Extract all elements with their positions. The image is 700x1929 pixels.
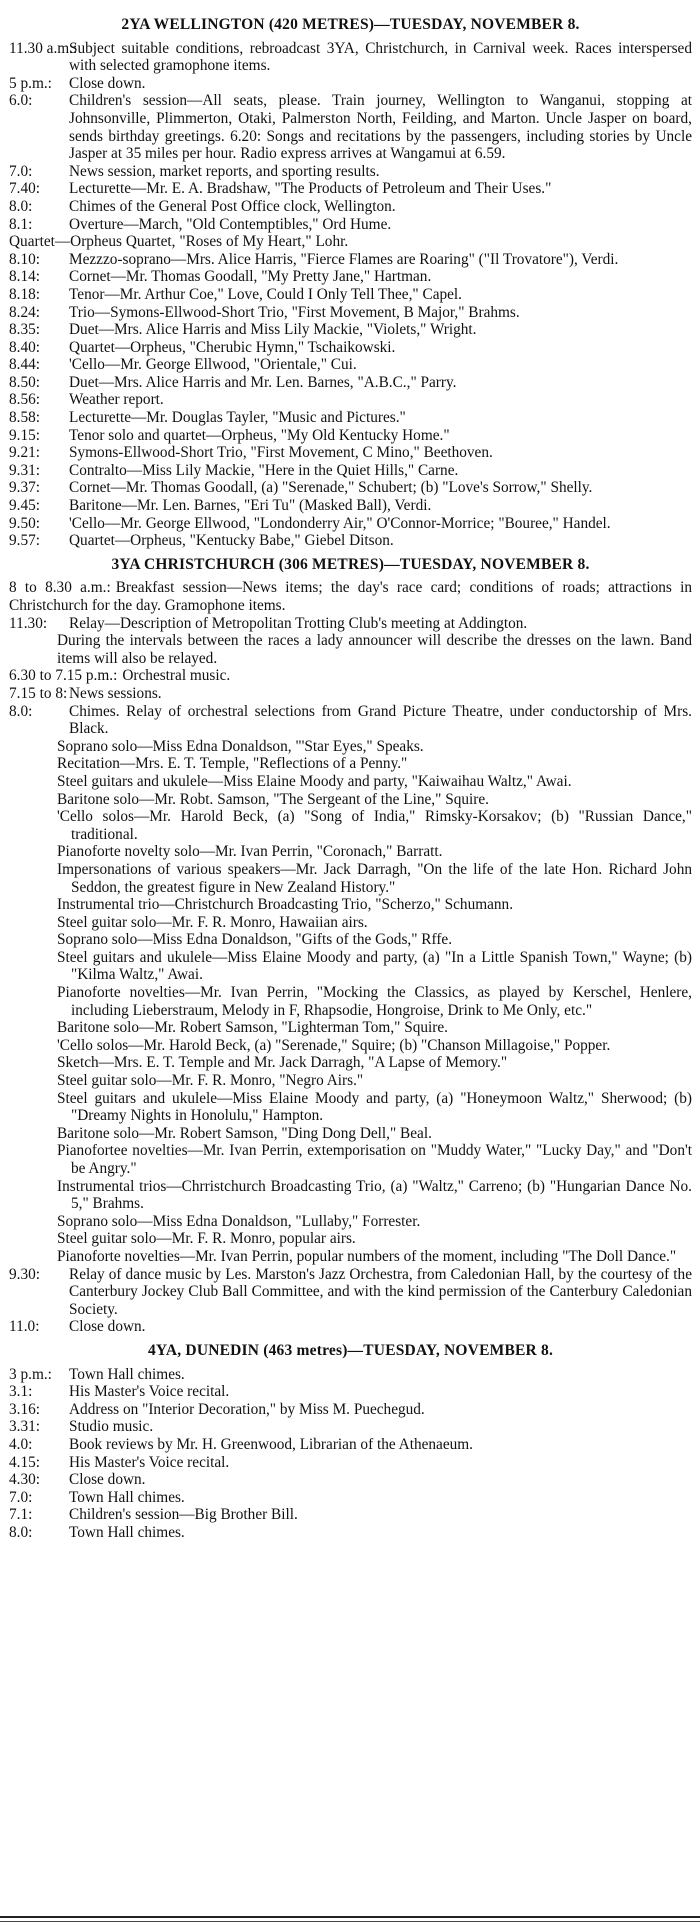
program-description: Breakfast session—News items; the day's race card; conditions of roads; attractions in Christchurch for the day. Gramophone items. [9,579,692,614]
evening-program-item: Baritone solo—Mr. Robt. Samson, "The Sergeant of the Line," Squire. [57,790,489,808]
program-description: Tenor solo and quartet—Orpheus, "My Old Kentucky Home." [69,426,450,444]
program-description: Weather report. [69,391,164,409]
program-description: Overture—March, "Old Contemptibles," Ord Hume. [69,215,392,233]
program-description: Quartet—Orpheus Quartet, "Roses of My Heart," Lohr. [9,233,349,251]
program-entry [9,1454,692,1472]
section-3ya-christchurch [9,556,692,1336]
program-time: 9.37: [9,479,41,497]
program-description: Duet—Mrs. Alice Harris and Miss Lily Mackie, "Violets," Wright. [69,321,477,339]
evening-program-item: Impersonations of various speakers—Mr. Jack Darragh, "On the life of the late Hon. Richard John Seddon, the greatest figure in New Zealand History." [57,860,692,896]
program-description: Relay—Description of Metropolitan Trotting Club's meeting at Addington. [69,614,528,632]
program-description: Contralto—Miss Lily Mackie, "Here in the Quiet Hills," Carne. [69,461,459,479]
program-time: 6.30 to 7.15 p.m.: [9,667,118,685]
program-description: Chimes. Relay of orchestral selections from Grand Picture Theatre, under conductorship of Mrs. Black. [69,702,692,738]
program-time: 3.31: [9,1418,41,1436]
evening-program-item: Baritone solo—Mr. Robert Samson, "Lighterman Tom," Squire. [57,1019,448,1037]
program-time: 9.15: [9,426,41,444]
program-entry [9,515,692,533]
program-description: Close down. [69,1471,146,1489]
section-4ya-dunedin [9,1342,692,1542]
program-description: Town Hall chimes. [69,1365,185,1383]
program-description: Town Hall chimes. [69,1488,185,1506]
program-entry [9,391,692,409]
evening-program-item: Pianoforte novelties—Mr. Ivan Perrin, "Mocking the Classics, as played by Kerschel, Henlere, including Lieberstraum, Melody in F, Rhapsodie, Hongroise, Drink to Me Only, etc." [57,984,692,1019]
program-time: 8.14: [9,268,41,286]
evening-program-item: 'Cello solos—Mr. Harold Beck, (a) "Serenade," Squire; (b) "Chanson Millagoise," Popper. [57,1036,611,1054]
program-description: Tenor—Mr. Arthur Coe," Love, Could I Only Tell Thee," Capel. [69,285,462,303]
program-list [9,40,692,550]
program-description: Children's session—Big Brother Bill. [69,1506,298,1524]
evening-program-item: Pianoforte novelty solo—Mr. Ivan Perrin, "Coronach," Barratt. [57,843,443,861]
evening-program-item: Soprano solo—Miss Edna Donaldson, "Lullaby," Forrester. [57,1212,421,1230]
program-entry [9,685,692,703]
program-time: 4.0: [9,1435,33,1453]
evening-program-item: Steel guitars and ukulele—Miss Elaine Moody and party, "Kaiwaihau Waltz," Awai. [57,772,572,790]
evening-program-item: Steel guitar solo—Mr. F. R. Monro, Hawaiian airs. [57,913,368,931]
program-time: 3.16: [9,1400,41,1418]
program-time: 3.1: [9,1383,33,1401]
program-time: 7.0: [9,1488,33,1506]
evening-program-item: Steel guitars and ukulele—Miss Elaine Moody and party, (a) "Honeymoon Waltz," Sherwood; (b) "Dreamy Nights in Honolulu," Hampton. [57,1089,692,1125]
program-entry [9,1383,692,1401]
program-description: Lecturette—Mr. Douglas Tayler, "Music and Pictures." [69,409,406,427]
program-entry [9,479,692,497]
program-time: 9.50: [9,514,41,532]
program-description: 'Cello—Mr. George Ellwood, "Londonderry Air," O'Connor-Morrice; "Bouree," Handel. [69,514,611,532]
program-entry [9,1401,692,1419]
program-entry [9,374,692,392]
program-entry [9,180,692,198]
bottom-rule-thin [0,1921,700,1922]
program-entry [9,233,692,251]
program-description: Children's session—All seats, please. Train journey, Wellington to Wanganui, stopping at Johnsonville, Plimmerton, Otaki, Palmerston North, Feilding, and Marton. Uncle Jasper on board, sends birthday greetings. 6.20: Songs and recitations by the passengers, including stories by Uncle Jasper at 35 miles per hour. Radio express arrives at Wangamui at 6.59. [69,92,692,163]
program-description: News session, market reports, and sporting results. [69,162,380,180]
program-description: News sessions. [69,684,162,702]
program-time: 9.30: [9,1265,41,1283]
evening-program-item: Recitation—Mrs. E. T. Temple, "Reflections of a Penny." [57,755,408,773]
program-time: 8.58: [9,409,41,427]
program-entry [9,198,692,216]
program-time: 8.44: [9,356,41,374]
program-description: 'Cello—Mr. George Ellwood, "Orientale," Cui. [69,356,357,374]
evening-program-item: Baritone solo—Mr. Robert Samson, "Ding Dong Dell," Beal. [57,1124,432,1142]
program-description: Quartet—Orpheus, "Cherubic Hymn," Tschaikowski. [69,338,396,356]
program-description: Baritone—Mr. Len. Barnes, "Eri Tu" (Masked Ball), Verdi. [69,497,432,515]
program-time: 9.57: [9,532,41,550]
section-2ya-wellington [9,16,692,550]
program-time: 3 p.m.: [9,1365,52,1383]
program-note: During the intervals between the races a lady announcer will describe the dresses on the lawn. Band items will also be relayed. [57,632,692,667]
program-description: Town Hall chimes. [69,1523,185,1541]
program-description: His Master's Voice recital. [69,1453,230,1471]
section-heading: 3YA CHRISTCHURCH (306 METRES)—TUESDAY, NOVEMBER 8. [111,555,590,573]
program-entry [9,703,692,738]
program-entry [9,92,692,162]
program-entry [9,1471,692,1489]
program-time: 7.40: [9,180,41,198]
program-entry [9,339,692,357]
program-time: 4.15: [9,1453,41,1471]
program-description: Subject suitable conditions, rebroadcast 3YA, Christchurch, in Carnival week. Races interspersed with selected gramophone items. [69,39,692,75]
program-entry [9,1318,692,1336]
evening-program-item: Instrumental trios—Chrristchurch Broadcasting Trio, (a) "Waltz," Carreno; (b) "Hungarian Dance No. 5," Brahms. [57,1177,692,1213]
evening-program-item: Sketch—Mrs. E. T. Temple and Mr. Jack Darragh, "A Lapse of Memory." [57,1054,508,1072]
program-time: 8.0: [9,702,33,720]
program-description: Orchestral music. [122,667,231,685]
evening-program-item: Steel guitar solo—Mr. F. R. Monro, "Negro Airs." [57,1072,364,1090]
program-entry [9,444,692,462]
program-entry [9,163,692,181]
program-description: His Master's Voice recital. [69,1383,230,1401]
program-entry [9,75,692,93]
program-time: 8.24: [9,303,41,321]
program-entry [9,1418,692,1436]
program-time: 9.21: [9,444,41,462]
program-time: 8.10: [9,250,41,268]
program-description: Quartet—Orpheus, "Kentucky Babe," Giebel Ditson. [69,532,394,550]
program-entry [9,251,692,269]
program-time: 8.50: [9,373,41,391]
evening-program-item: Pianoforte novelties—Mr. Ivan Perrin, popular numbers of the moment, including "The Doll Dance." [57,1247,677,1265]
program-time: 8.40: [9,338,41,356]
section-heading: 2YA WELLINGTON (420 METRES)—TUESDAY, NOVEMBER 8. [121,16,580,33]
program-time: 11.0: [9,1318,40,1336]
evening-program-item: Pianofortee novelties—Mr. Ivan Perrin, extemporisation on "Muddy Water," "Lucky Day," and "Don't be Angry." [57,1142,692,1177]
program-entry [9,667,692,685]
evening-program-sublist [9,738,692,1266]
evening-program-item: Soprano solo—Miss Edna Donaldson, "'Star Eyes," Speaks. [57,737,424,755]
program-entry [9,216,692,234]
program-time: 5 p.m.: [9,74,52,92]
program-time: 8.18: [9,285,41,303]
evening-program-item: 'Cello solos—Mr. Harold Beck, (a) "Song of India," Rimsky-Korsakov; (b) "Russian Dance," traditional. [57,808,692,843]
program-time: 4.30: [9,1471,41,1489]
program-time: 8.0: [9,1523,33,1541]
program-time: 8 to 8.30 a.m.: [9,579,111,597]
program-entry [9,615,692,633]
program-time: 11.30 a.m.: [9,39,78,57]
program-entry [9,1506,692,1524]
program-time: 8.1: [9,215,33,233]
program-description: Duet—Mrs. Alice Harris and Mr. Len. Barnes, "A.B.C.," Parry. [69,373,457,391]
late-program-list [9,1266,692,1336]
program-description: Close down. [69,1318,146,1336]
program-description: Address on "Interior Decoration," by Miss M. Puechegud. [69,1400,425,1418]
program-entry [9,356,692,374]
program-description: Mezzzo-soprano—Mrs. Alice Harris, "Fierce Flames are Roaring" ("Il Trovatore"), Verdi. [69,250,619,268]
program-entry [9,321,692,339]
program-description: Chimes of the General Post Office clock, Wellington. [69,197,396,215]
program-entry [9,304,692,322]
program-entry [9,286,692,304]
program-list [9,1366,692,1542]
program-entry [9,40,692,75]
section-heading: 4YA, DUNEDIN (463 metres)—TUESDAY, NOVEMBER 8. [147,1341,554,1359]
program-entry [9,268,692,286]
program-time: 6.0: [9,92,33,110]
program-time: 11.30: [9,614,48,632]
program-description: Trio—Symons-Ellwood-Short Trio, "First Movement, B Major," Brahms. [69,303,520,321]
program-entry [9,497,692,515]
program-time: 7.15 to 8: [9,684,68,702]
program-list [9,579,692,737]
program-description: Close down. [69,74,146,92]
program-description: Lecturette—Mr. E. A. Bradshaw, "The Products of Petroleum and Their Uses." [69,180,552,198]
program-time: 8.35: [9,321,41,339]
program-entry [9,579,692,614]
program-description: Cornet—Mr. Thomas Goodall, (a) "Serenade," Schubert; (b) "Love's Sorrow," Shelly. [69,479,593,497]
evening-program-item: Instrumental trio—Christchurch Broadcasting Trio, "Scherzo," Schumann. [57,896,514,914]
program-description: Studio music. [69,1418,154,1436]
bottom-rule-thick [0,1916,700,1918]
program-time: 8.0: [9,197,33,215]
program-description: Symons-Ellwood-Short Trio, "First Movement, C Mino," Beethoven. [69,444,493,462]
program-entry [9,1266,692,1319]
program-description: Relay of dance music by Les. Marston's Jazz Orchestra, from Caledonian Hall, by the courtesy of the Canterbury Jockey Club Ball Committee, and with the kind permission of the Canterbury Caledonian Society. [69,1265,692,1318]
program-time: 7.0: [9,162,33,180]
program-entry [9,532,692,550]
program-entry [9,1366,692,1384]
program-description: Cornet—Mr. Thomas Goodall, "My Pretty Jane," Hartman. [69,268,432,286]
program-description: Book reviews by Mr. H. Greenwood, Librarian of the Athenaeum. [69,1435,473,1453]
evening-program-item: Soprano solo—Miss Edna Donaldson, "Gifts of the Gods," Rffe. [57,931,453,949]
evening-program-item: Steel guitars and ukulele—Miss Elaine Moody and party, (a) "In a Little Spanish Town," Wayne; (b) "Kilma Waltz," Awai. [57,948,692,984]
program-entry [9,427,692,445]
program-time: 7.1: [9,1506,33,1524]
program-time: 9.31: [9,461,41,479]
evening-program-item: Steel guitar solo—Mr. F. R. Monro, popular airs. [57,1230,356,1248]
program-entry [9,409,692,427]
program-entry [9,1436,692,1454]
program-time: 8.56: [9,391,41,409]
program-time: 9.45: [9,497,41,515]
program-entry [9,1524,692,1542]
program-entry [9,462,692,480]
program-entry [9,1489,692,1507]
